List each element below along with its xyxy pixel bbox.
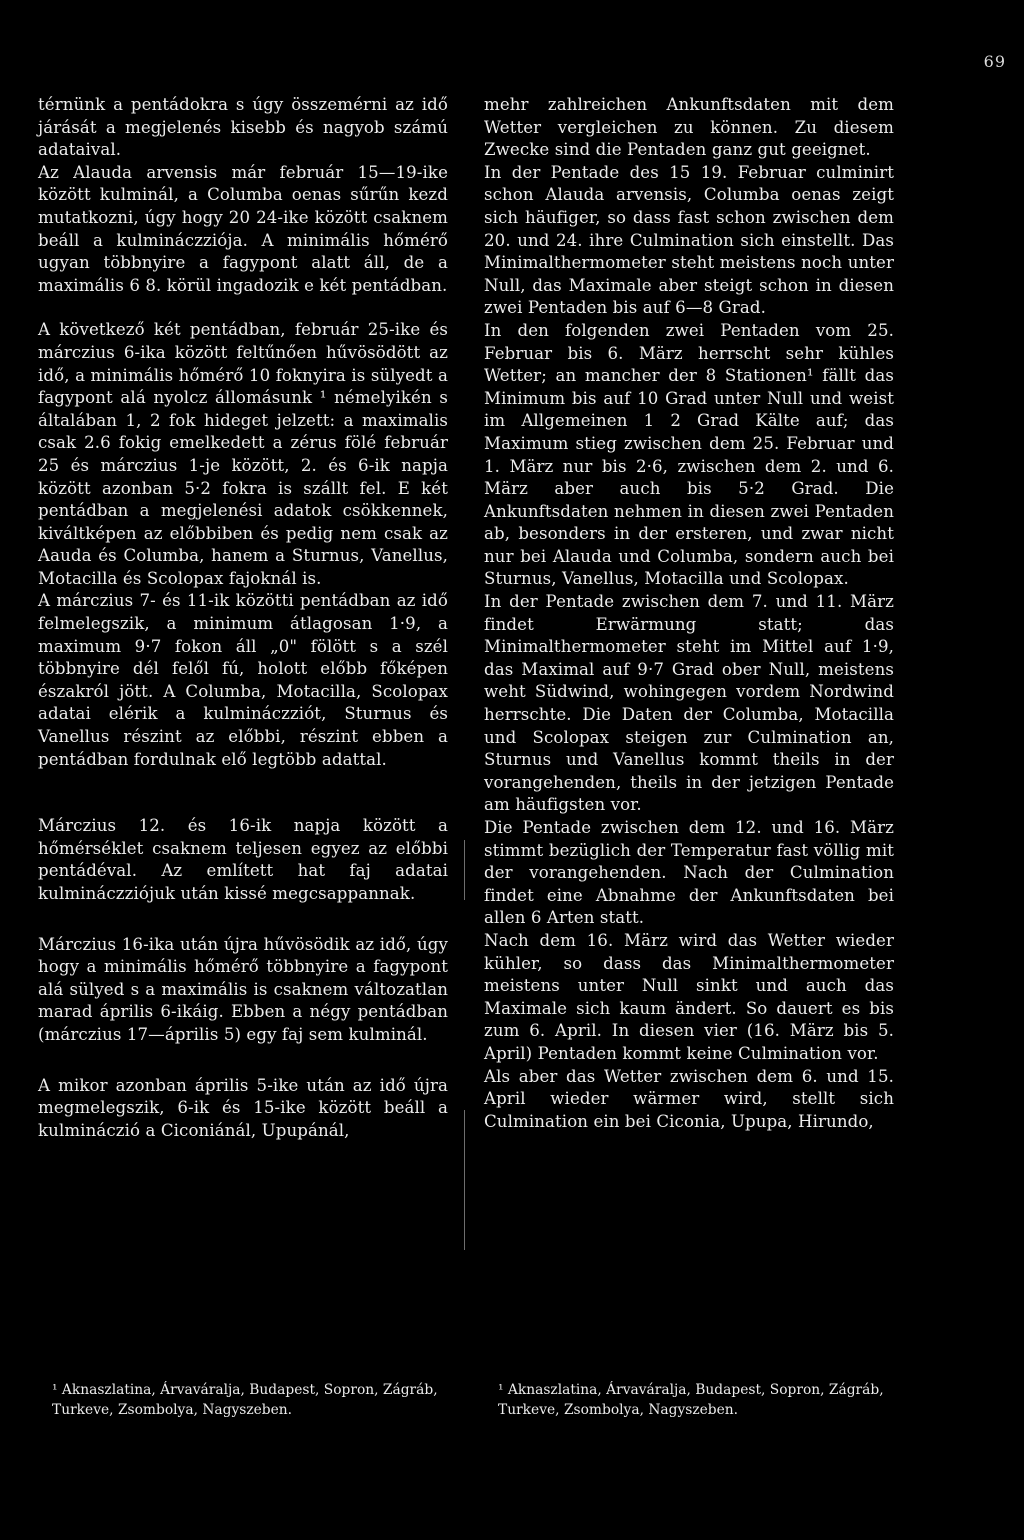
- left-paragraph-1: térnünk a pentádokra s úgy összemérni az idő járását a megjelenés kisebb és nagyob számú adataival.: [38, 95, 448, 160]
- paragraph-gap: [38, 1047, 448, 1075]
- right-footnote: ¹ Aknaszlatina, Árvaváralja, Budapest, Sopron, Zágráb, Turkeve, Zsombolya, Nagyszeben.: [498, 1382, 884, 1418]
- column-divider: [464, 840, 465, 900]
- left-paragraph-5: Márczius 12. és 16-ik napja között a hőmérséklet csaknem teljesen egyez az előbbi pentádéval. Az említett hat faj adatai kulmináczziójuk után kissé megcsappannak.: [38, 816, 448, 903]
- left-paragraph-3: A következő két pentádban, február 25-ike és márczius 6-ika között feltűnően hűvösödött az idő, a minimális hőmérő 10 foknyira is sülyedt a fagypont alá nyolcz állomásunk ¹ némelyikén s általában 1, 2 fok hideget jelzett: a maximalis csak 2.6 fokig emelkedett a zérus fölé február 25 és márczius 1-je között, 2. és 6-ik napja között azonban 5·2 fokra is szállt fel. E két pentádban a megjelenési adatok csökkennek, kiváltképen az előbbiben és pedig nem csak az Aauda és Columba, hanem a Sturnus, Vanellus, Motacilla és Scolopax fajoknál is.: [38, 320, 448, 588]
- right-paragraph-4: In der Pentade zwischen dem 7. und 11. März findet Erwärmung statt; das Minimalthermometer steht im Mittel auf 1·9, das Maximal auf 9·7 Grad ober Null, meistens weht Südwind, wohingegen vordem Nordwind herrschte. Die Daten der Columba, Motacilla und Scolopax steigen zur Culmination an, Sturnus und Vanellus kommt theils in der vorangehenden, theils in der jetzigen Pentade am häufigsten vor.: [484, 592, 894, 815]
- left-column-hungarian: [38, 94, 448, 1142]
- left-paragraph-2: Az Alauda arvensis már február 15—19-ike között kulminál, a Columba oenas sűrűn kezd mutatkozni, úgy hogy 20 24-ike között csaknem beáll a kulmináczziója. A minimális hőmérő ugyan többnyire a fagypont alatt áll, de a maximális 6 8. körül ingadozik e két pentádban.: [38, 162, 448, 295]
- right-paragraph-5: Die Pentade zwischen dem 12. und 16. März stimmt bezüglich der Temperatur fast völlig mit der vorangehenden. Nach der Culmination findet eine Abnahme der Ankunftsdaten bei allen 6 Arten statt.: [484, 818, 894, 928]
- left-paragraph-4: A márczius 7- és 11-ik közötti pentádban az idő felmelegszik, a minimum átlagosan 1·9, a maximum 9·7 fokon áll „0" fölött s a szél többnyire dél felől fú, holott előbb főképen északról jött. A Columba, Motacilla, Scolopax adatai elérik a kulmináczziót, Sturnus és Vanellus részint az előbbi, részint ebben a pentádban fordulnak elő legtöbb adattal.: [38, 591, 448, 769]
- page-number: 69: [983, 52, 1006, 71]
- paragraph-gap: [38, 771, 448, 815]
- paragraph-gap: [38, 906, 448, 934]
- right-column-german: [484, 94, 894, 1133]
- left-paragraph-6: Márczius 16-ika után újra hűvösödik az idő, úgy hogy a minimális hőmérő többnyire a fagypont alá sülyed s a maximális is csaknem változatlan marad április 6-ikáig. Ebben a négy pentádban (márczius 17—április 5) egy faj sem kulminál.: [38, 934, 448, 1044]
- right-paragraph-2: In der Pentade des 15 19. Februar culminirt schon Alauda arvensis, Columba oenas zeigt sich häufiger, so dass fast schon zwischen dem 20. und 24. ihre Culmination sich einstellt. Das Minimalthermometer steht meistens noch unter Null, das Maximale aber steigt schon in diesen zwei Pentaden bis auf 6—8 Grad.: [484, 162, 894, 318]
- column-divider: [464, 1110, 465, 1250]
- paragraph-gap: [38, 297, 448, 319]
- right-paragraph-6: Nach dem 16. März wird das Wetter wieder kühler, so dass das Minimalthermometer meistens unter Null sinkt und auch das Maximale sich kaum ändert. So dauert es bis zum 6. April. In diesen vier (16. März bis 5. April) Pentaden kommt keine Culmination vor.: [484, 930, 894, 1063]
- right-paragraph-7: Als aber das Wetter zwischen dem 6. und 15. April wieder wärmer wird, stellt sich Culmination ein bei Ciconia, Upupa, Hirundo,: [484, 1066, 894, 1131]
- right-paragraph-3: In den folgenden zwei Pentaden vom 25. Februar bis 6. März herrscht sehr kühles Wetter; an mancher der 8 Stationen¹ fällt das Minimum bis auf 10 Grad unter Null und weist im Allgemeinen 1 2 Grad Kälte auf; das Maximum stieg zwischen dem 25. Februar und 1. März nur bis 2·6, zwischen dem 2. und 6. März aber auch bis 5·2 Grad. Die Ankunftsdaten nehmen in diesen zwei Pentaden ab, besonders in der ersteren, und zwar nicht nur bei Alauda und Columba, sondern auch bei Sturnus, Vanellus, Motacilla und Scolopax.: [484, 320, 894, 589]
- right-paragraph-1: mehr zahlreichen Ankunftsdaten mit dem Wetter vergleichen zu können. Zu diesem Zwecke sind die Pentaden ganz gut geeignet.: [484, 95, 894, 160]
- left-footnote: ¹ Aknaszlatina, Árvaváralja, Budapest, Sopron, Zágráb, Turkeve, Zsombolya, Nagyszeben.: [52, 1382, 438, 1418]
- left-paragraph-7: A mikor azonban április 5-ike után az idő újra megmelegszik, 6-ik és 15-ike között beáll a kulmináczió a Ciconiánál, Upupánál,: [38, 1075, 448, 1140]
